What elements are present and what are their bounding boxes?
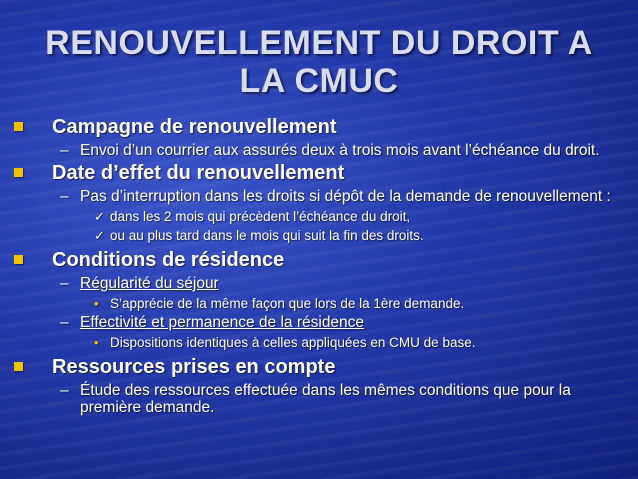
square-bullet-icon bbox=[14, 168, 23, 177]
sub-list-item-text: ou au plus tard dans le mois qui suit la fin des droits. bbox=[110, 228, 424, 243]
square-bullet-icon bbox=[14, 255, 23, 264]
square-bullet-icon bbox=[14, 362, 23, 371]
list-item bbox=[14, 142, 628, 159]
section-heading-text: Conditions de résidence bbox=[52, 249, 285, 271]
sub-list-item bbox=[14, 295, 628, 312]
list-item bbox=[14, 314, 628, 331]
section-heading-text: Ressources prises en compte bbox=[52, 356, 336, 378]
check-icon: ✓ bbox=[94, 228, 105, 243]
dash-bullet-icon: – bbox=[60, 314, 69, 331]
slide-content bbox=[14, 116, 628, 419]
sub-list-item-text: S’apprécie de la même façon que lors de la 1ère demande. bbox=[110, 296, 465, 311]
slide-title-line-1: RENOUVELLEMENT DU DROIT A bbox=[45, 24, 593, 62]
list-item-text: Effectivité et permanence de la résidence bbox=[80, 314, 365, 331]
check-icon: ✓ bbox=[94, 209, 105, 224]
dot-bullet-icon: • bbox=[94, 296, 99, 311]
slide-title-line-2: LA CMUC bbox=[239, 62, 399, 100]
sub-list-item-text: dans les 2 mois qui précèdent l’échéance du droit, bbox=[110, 209, 411, 224]
section-heading bbox=[14, 162, 628, 184]
dash-bullet-icon: – bbox=[60, 382, 69, 399]
section-heading-text: Campagne de renouvellement bbox=[52, 116, 337, 138]
section-heading bbox=[14, 356, 628, 378]
sub-list-item bbox=[14, 227, 628, 244]
dash-bullet-icon: – bbox=[60, 142, 69, 159]
list-item-text: Pas d’interruption dans les droits si dépôt de la demande de renouvellement : bbox=[80, 188, 611, 205]
square-bullet-icon bbox=[14, 122, 23, 131]
dash-bullet-icon: – bbox=[60, 188, 69, 205]
sub-list-item bbox=[14, 208, 628, 225]
list-item-text: Étude des ressources effectuée dans les mêmes conditions que pour la première demande. bbox=[80, 382, 571, 416]
sub-list-item bbox=[14, 334, 628, 351]
list-item-text: Régularité du séjour bbox=[80, 275, 219, 292]
section-heading bbox=[14, 249, 628, 271]
dash-bullet-icon: – bbox=[60, 275, 69, 292]
slide-title bbox=[0, 24, 638, 100]
sub-list-item-text: Dispositions identiques à celles appliquées en CMU de base. bbox=[110, 335, 476, 350]
section-heading-text: Date d’effet du renouvellement bbox=[52, 162, 345, 184]
list-item bbox=[14, 382, 628, 416]
list-item bbox=[14, 188, 628, 205]
list-item-text: Envoi d’un courrier aux assurés deux à trois mois avant l’échéance du droit. bbox=[80, 142, 600, 159]
section-heading bbox=[14, 116, 628, 138]
dot-bullet-icon: • bbox=[94, 335, 99, 350]
list-item bbox=[14, 275, 628, 292]
